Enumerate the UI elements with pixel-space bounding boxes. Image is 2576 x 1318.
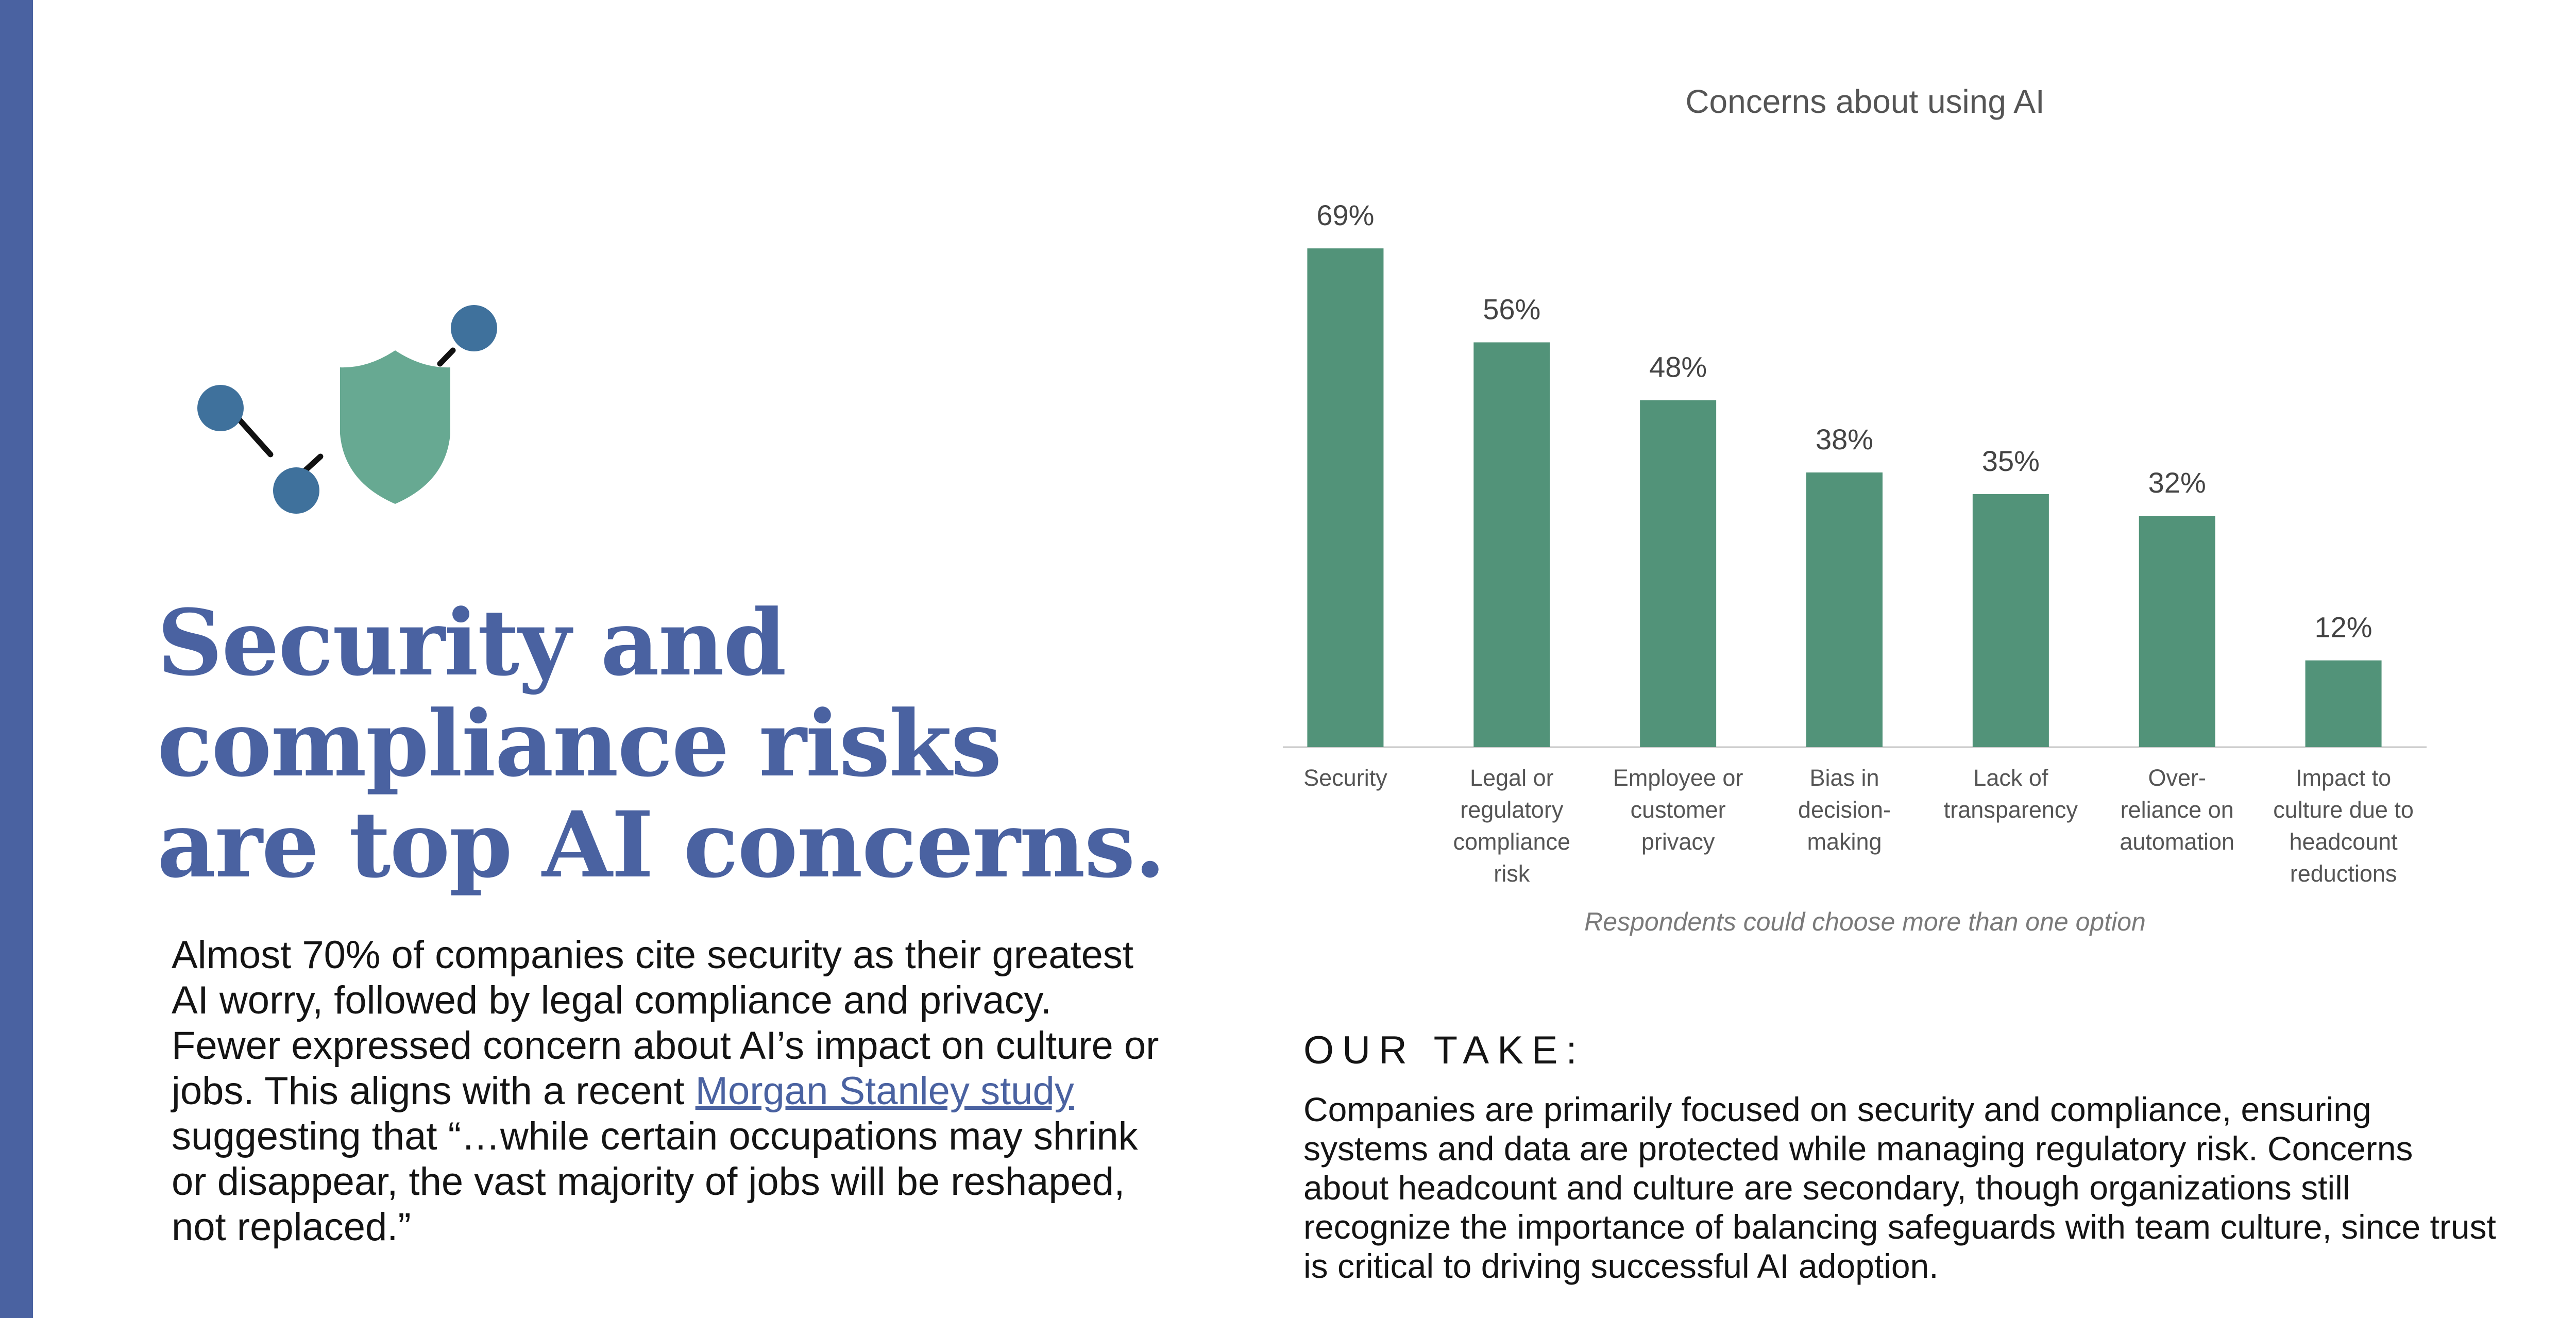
bar: [1806, 472, 1883, 747]
category-label-line: regulatory: [1460, 797, 1564, 823]
our-take-heading: OUR TAKE:: [1303, 1028, 1585, 1072]
category-label-line: reductions: [2290, 860, 2397, 887]
bar: [2306, 661, 2382, 747]
chart-footnote: Respondents could choose more than one option: [1584, 907, 2146, 936]
title-line: compliance risks: [157, 690, 1001, 797]
side-accent-bar: [0, 0, 33, 1318]
category-label: [1303, 765, 1387, 791]
bar: [2139, 516, 2215, 747]
bar-value-label: 32%: [2148, 466, 2206, 499]
category-label-line: automation: [2120, 829, 2235, 855]
category-label-line: privacy: [1641, 829, 1715, 855]
category-label-line: Lack of: [1973, 765, 2048, 791]
bar-value-label: 56%: [1483, 293, 1541, 326]
bar-value-label: 35%: [1981, 445, 2040, 478]
bar-value-label: 38%: [1815, 423, 1874, 455]
intro-text-start: Almost 70% of companies cite security as their greatest AI worry, followed by legal compliance and privacy. Fewer expressed concern about AI’s impact on culture or jobs. This aligns with a recent: [172, 933, 1159, 1113]
category-label-line: Bias in: [1809, 765, 1879, 791]
our-take-paragraph: Companies are primarily focused on security and compliance, ensuring systems and data are protected while managing regulatory risk. Concerns about headcount and culture are secondary, though organizations still recognize the importance of balancing safeguards with team culture, since trust is critical to driving successful AI adoption.: [1303, 1090, 2496, 1285]
category-label-line: Security: [1303, 765, 1387, 791]
bar-value-label: 12%: [2314, 611, 2372, 644]
category-label: [1944, 765, 2078, 823]
title-line: are top AI concerns.: [157, 791, 1165, 898]
bar: [1973, 494, 2049, 747]
category-label-line: headcount: [2289, 829, 2398, 855]
category-label-line: reliance on: [2120, 797, 2234, 823]
category-label: [1798, 765, 1891, 855]
category-label-line: Over-: [2148, 765, 2206, 791]
bar: [1640, 400, 1716, 747]
category-label: [2273, 765, 2414, 887]
bar: [1307, 248, 1383, 747]
category-label-line: transparency: [1943, 797, 2078, 823]
shield-network-icon: [185, 289, 515, 536]
category-label-line: Legal or: [1469, 765, 1554, 791]
category-label-line: making: [1807, 829, 1882, 855]
title-line: Security and: [157, 589, 786, 696]
morgan-stanley-study-link[interactable]: Morgan Stanley study: [695, 1069, 1074, 1113]
chart-title: Concerns about using AI: [1685, 83, 2045, 120]
intro-text-end: suggesting that “…while certain occupations may shrink or disappear, the vast majority of jobs will be reshaped, not replaced.”: [172, 1114, 1138, 1249]
bar-chart: [1267, 170, 2432, 902]
category-label: [1453, 765, 1570, 887]
category-label-line: decision-: [1798, 797, 1891, 823]
category-label: [1613, 765, 1743, 855]
category-label-line: Employee or: [1613, 765, 1743, 791]
category-label-line: culture due to: [2273, 797, 2414, 823]
intro-paragraph: [172, 933, 1161, 1250]
category-label-line: customer: [1630, 797, 1726, 823]
category-label-line: compliance: [1453, 829, 1571, 855]
category-label-line: Impact to: [2296, 765, 2392, 791]
bar-value-label: 69%: [1316, 199, 1375, 232]
category-label-line: risk: [1494, 860, 1530, 887]
bar: [1473, 342, 1550, 747]
page-title: [157, 589, 1239, 898]
category-label: [2120, 765, 2234, 855]
bar-value-label: 48%: [1649, 350, 1707, 383]
